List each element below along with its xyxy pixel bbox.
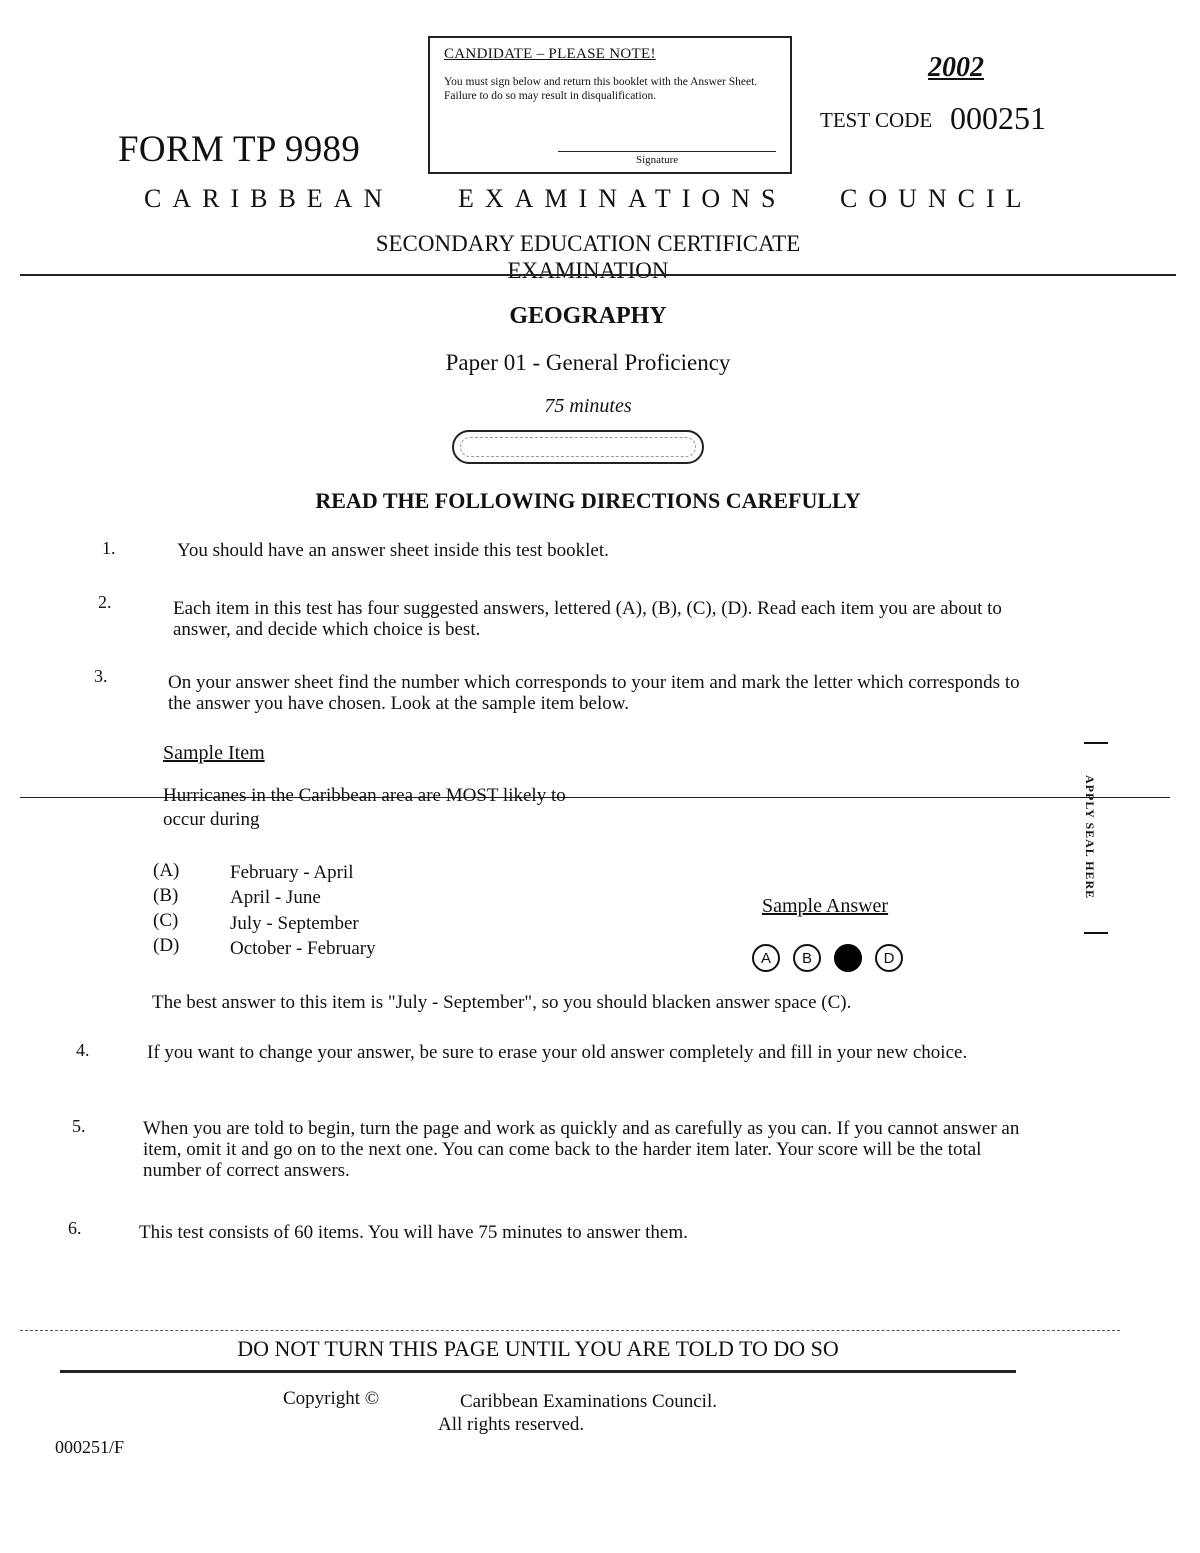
answer-bubble-b: B (793, 944, 821, 972)
direction-text: Each item in this test has four suggested answers, lettered (A), (B), (C), (D). Read each item you are about to answer, and decide which choice is best. (173, 598, 1002, 640)
exam-duration: 75 minutes (544, 395, 632, 417)
direction-text: This test consists of 60 items. You will have 75 minutes to answer them. (139, 1222, 688, 1243)
header-rule (20, 274, 1176, 276)
option-letter: (B) (153, 885, 179, 906)
notice-text: You must sign below and return this booklet with the Answer Sheet. Failure to do so may result in disqualification. (444, 76, 758, 102)
sample-question: Hurricanes in the Caribbean area are MOST likely to occur during (163, 785, 566, 830)
option-letter: (A) (153, 860, 180, 881)
footer-top-rule (20, 1330, 1120, 1331)
directions-heading: READ THE FOLLOWING DIRECTIONS CAREFULLY (315, 488, 861, 513)
direction-number: 2. (98, 592, 112, 612)
certificate-line-1: SECONDARY EDUCATION CERTIFICATE (375, 231, 801, 256)
direction-text: You should have an answer sheet inside this test booklet. (177, 540, 609, 561)
sample-answer-label: Sample Answer (762, 895, 889, 917)
seal-stamp (452, 430, 704, 464)
answer-bubble-a: A (752, 944, 780, 972)
answer-bubble-c-filled: C (834, 944, 862, 972)
signature-label: Signature (636, 154, 679, 166)
sample-item-label: Sample Item (163, 742, 265, 764)
direction-number: 5. (72, 1116, 86, 1136)
option-text: April - June (230, 887, 321, 908)
direction-number: 4. (76, 1040, 90, 1060)
page-code: 000251/F (55, 1437, 125, 1457)
direction-text: When you are told to begin, turn the page and work as quickly and as carefully as you can. If you cannot answer an item, omit it and go on to the next one. You can come back to the harder item later. Your score will be the total number of correct answers. (143, 1118, 1020, 1181)
option-text: February - April (230, 862, 354, 883)
direction-number: 6. (68, 1218, 82, 1238)
option-letter: (C) (153, 910, 179, 931)
form-id: FORM TP 9989 (118, 129, 361, 170)
do-not-turn-notice: DO NOT TURN THIS PAGE UNTIL YOU ARE TOLD TO DO SO (237, 1336, 839, 1361)
copyright-label: Copyright © (283, 1388, 380, 1409)
option-text: October - February (230, 938, 376, 959)
sample-answer-bubbles (752, 944, 903, 972)
apply-seal-note: APPLY SEAL HERE (1083, 775, 1097, 900)
direction-text: On your answer sheet find the number which corresponds to your item and mark the letter which corresponds to the answer you have chosen. Look at the sample item below. (168, 672, 1020, 714)
council-word-examinations: EXAMINATIONS (458, 184, 787, 213)
council-word-caribbean: CARIBBEAN (144, 184, 394, 213)
seal-marker-top (1084, 742, 1108, 744)
test-code-value: 000251 (950, 100, 1046, 136)
rights-reserved: All rights reserved. (438, 1414, 585, 1435)
option-text: July - September (230, 913, 359, 934)
direction-text: If you want to change your answer, be sure to erase your old answer completely and fill in your new choice. (147, 1042, 968, 1063)
sample-explanation: The best answer to this item is "July - September", so you should blacken answer space (C). (152, 992, 852, 1013)
test-code-label: TEST CODE (820, 108, 933, 132)
council-word-council: COUNCIL (840, 184, 1033, 213)
copyright-organization: Caribbean Examinations Council. (460, 1391, 717, 1412)
candidate-notice-box (428, 36, 792, 174)
option-letter: (D) (153, 935, 180, 956)
footer-rule (60, 1370, 1016, 1373)
answer-bubble-d: D (875, 944, 903, 972)
direction-number: 3. (94, 666, 108, 686)
certificate-line-2: EXAMINATION (507, 258, 669, 283)
exam-year: 2002 (928, 52, 984, 83)
notice-title: CANDIDATE – PLEASE NOTE! (444, 46, 656, 62)
paper-title: Paper 01 - General Proficiency (445, 350, 731, 375)
seal-marker-bottom (1084, 932, 1108, 934)
direction-number: 1. (102, 538, 116, 558)
signature-line (558, 151, 776, 152)
subject-title: GEOGRAPHY (509, 303, 667, 329)
